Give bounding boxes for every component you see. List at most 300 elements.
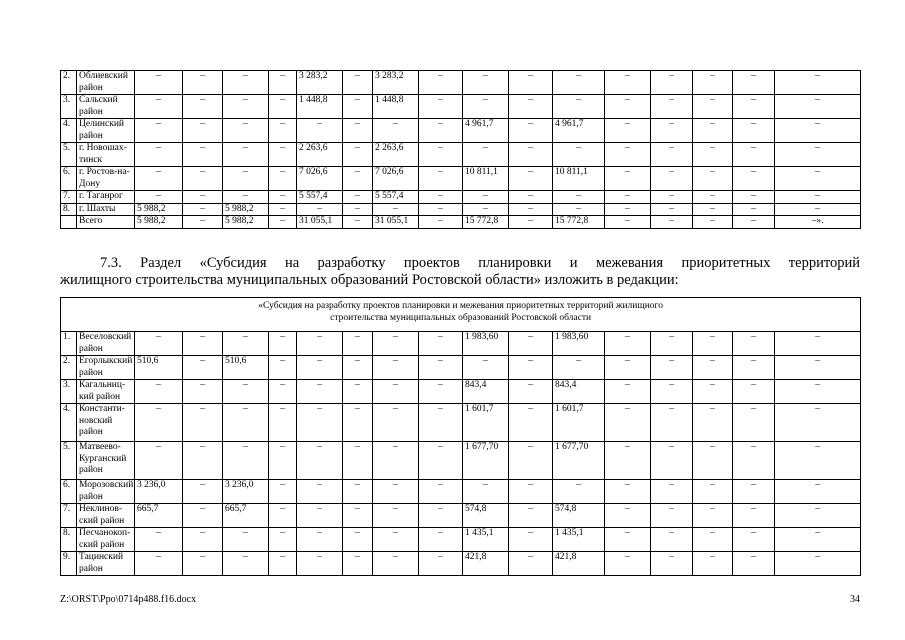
row-value-cell: – — [693, 504, 733, 528]
row-value-cell: 3 283,2 — [297, 71, 343, 95]
row-value-cell: 31 055,1 — [373, 216, 419, 229]
row-value-cell: – — [463, 480, 509, 504]
row-value-cell: – — [419, 167, 463, 191]
row-value-cell: – — [775, 143, 861, 167]
row-value-cell: – — [463, 71, 509, 95]
row-value-cell: – — [509, 552, 553, 576]
row-value-cell: – — [223, 95, 269, 119]
row-value-cell: – — [553, 191, 605, 204]
row-value-cell: – — [553, 95, 605, 119]
row-value-cell: – — [343, 380, 373, 404]
row-value-cell: – — [373, 528, 419, 552]
row-value-cell: – — [693, 71, 733, 95]
row-value-cell: – — [343, 480, 373, 504]
paragraph-line-1 — [60, 255, 860, 271]
row-value-cell: – — [297, 203, 343, 216]
row-value-cell: – — [605, 191, 651, 204]
row-value-cell: 3 283,2 — [373, 71, 419, 95]
row-value-cell: – — [553, 143, 605, 167]
row-value-cell: – — [297, 380, 343, 404]
row-value-cell: – — [775, 95, 861, 119]
row-value-cell: – — [775, 119, 861, 143]
row-value-cell: – — [651, 552, 693, 576]
row-value-cell: – — [651, 404, 693, 442]
table-row — [61, 143, 861, 167]
table-title — [61, 298, 861, 332]
row-value-cell: 3 236,0 — [223, 480, 269, 504]
row-value-cell: 1 435,1 — [553, 528, 605, 552]
row-value-cell: – — [419, 191, 463, 204]
row-value-cell: – — [651, 143, 693, 167]
row-value-cell: – — [509, 332, 553, 356]
row-value-cell: – — [183, 167, 223, 191]
row-value-cell: – — [693, 203, 733, 216]
row-value-cell: – — [269, 95, 297, 119]
row-value-cell: – — [183, 380, 223, 404]
row-value-cell: – — [775, 356, 861, 380]
row-value-cell: – — [605, 442, 651, 480]
row-number: 2. — [61, 71, 77, 95]
row-value-cell: 5 557,4 — [373, 191, 419, 204]
row-value-cell: – — [693, 191, 733, 204]
row-value-cell: – — [183, 71, 223, 95]
row-value-cell: – — [183, 216, 223, 229]
row-value-cell: – — [509, 504, 553, 528]
row-value-cell: – — [733, 216, 775, 229]
row-value-cell: – — [651, 380, 693, 404]
row-value-cell: – — [269, 191, 297, 204]
row-value-cell: – — [343, 71, 373, 95]
row-value-cell: 665,7 — [223, 504, 269, 528]
row-value-cell: – — [135, 528, 183, 552]
table-row — [61, 119, 861, 143]
row-value-cell: – — [651, 71, 693, 95]
row-value-cell: – — [135, 191, 183, 204]
row-value-cell: – — [183, 95, 223, 119]
row-value-cell: 15 772,8 — [553, 216, 605, 229]
table-bottom-body — [61, 298, 861, 576]
row-value-cell: – — [775, 504, 861, 528]
row-number: 6. — [61, 480, 77, 504]
table-row — [61, 504, 861, 528]
row-value-cell: – — [693, 332, 733, 356]
row-value-cell: 3 236,0 — [135, 480, 183, 504]
row-value-cell: – — [223, 528, 269, 552]
row-value-cell: – — [135, 167, 183, 191]
row-value-cell: – — [183, 191, 223, 204]
row-value-cell: – — [269, 552, 297, 576]
table-row — [61, 95, 861, 119]
row-value-cell: – — [651, 203, 693, 216]
row-value-cell: – — [269, 143, 297, 167]
row-value-cell: – — [553, 71, 605, 95]
row-value-cell: – — [223, 380, 269, 404]
row-value-cell: 1 677,70 — [553, 442, 605, 480]
row-value-cell: – — [223, 442, 269, 480]
row-value-cell: – — [269, 71, 297, 95]
row-district-name: Веселовский район — [77, 332, 135, 356]
row-district-name: г. Таганрог — [77, 191, 135, 204]
row-value-cell: – — [509, 216, 553, 229]
row-value-cell: – — [775, 528, 861, 552]
row-value-cell: 5 557,4 — [297, 191, 343, 204]
row-value-cell: – — [775, 203, 861, 216]
row-value-cell: – — [733, 167, 775, 191]
table-row — [61, 528, 861, 552]
row-value-cell: – — [183, 480, 223, 504]
row-value-cell: – — [693, 356, 733, 380]
row-value-cell: – — [223, 119, 269, 143]
table-top — [60, 70, 861, 229]
row-value-cell: – — [775, 332, 861, 356]
row-value-cell: – — [135, 404, 183, 442]
row-value-cell: 5 988,2 — [223, 203, 269, 216]
row-value-cell: – — [343, 332, 373, 356]
row-district-name: Песчанокоп-ский район — [77, 528, 135, 552]
row-value-cell: – — [463, 356, 509, 380]
row-value-cell: – — [651, 119, 693, 143]
row-value-cell: – — [343, 404, 373, 442]
row-value-cell: 5 988,2 — [223, 216, 269, 229]
row-value-cell: – — [733, 404, 775, 442]
row-value-cell: – — [373, 552, 419, 576]
row-value-cell: – — [733, 356, 775, 380]
row-value-cell: – — [223, 143, 269, 167]
row-value-cell: – — [419, 119, 463, 143]
row-value-cell: – — [183, 119, 223, 143]
row-value-cell: 10 811,1 — [463, 167, 509, 191]
row-value-cell: – — [775, 552, 861, 576]
row-number: 3. — [61, 380, 77, 404]
row-value-cell: – — [135, 143, 183, 167]
row-number: 1. — [61, 332, 77, 356]
row-value-cell: – — [605, 203, 651, 216]
row-value-cell: – — [463, 143, 509, 167]
row-value-cell: – — [733, 380, 775, 404]
row-value-cell: – — [343, 528, 373, 552]
row-value-cell: – — [605, 528, 651, 552]
row-value-cell: – — [693, 119, 733, 143]
row-value-cell: – — [419, 216, 463, 229]
row-value-cell: – — [509, 95, 553, 119]
row-value-cell: – — [733, 191, 775, 204]
row-value-cell: – — [509, 380, 553, 404]
table-title-row — [61, 298, 861, 332]
row-value-cell: – — [183, 504, 223, 528]
row-value-cell: – — [419, 504, 463, 528]
table-bottom — [60, 297, 861, 576]
row-value-cell: – — [463, 203, 509, 216]
table-row — [61, 216, 861, 229]
row-value-cell: 2 263,6 — [373, 143, 419, 167]
row-value-cell: – — [343, 203, 373, 216]
row-value-cell: – — [509, 203, 553, 216]
row-value-cell: – — [651, 528, 693, 552]
row-value-cell: – — [269, 442, 297, 480]
row-value-cell: 4 961,7 — [553, 119, 605, 143]
row-value-cell: – — [183, 356, 223, 380]
row-value-cell: 4 961,7 — [463, 119, 509, 143]
row-district-name: Кагальниц-кий район — [77, 380, 135, 404]
paragraph-line-2: жилищного строительства муниципальных образований Ростовской области» изложить в редакции: — [60, 272, 679, 288]
row-value-cell: – — [343, 356, 373, 380]
row-value-cell: – — [269, 356, 297, 380]
row-value-cell: – — [373, 332, 419, 356]
row-value-cell: – — [373, 404, 419, 442]
row-number: 7. — [61, 504, 77, 528]
row-value-cell: – — [733, 504, 775, 528]
row-value-cell: – — [605, 552, 651, 576]
row-value-cell: – — [183, 552, 223, 576]
row-district-name: Сальский район — [77, 95, 135, 119]
row-value-cell: – — [343, 552, 373, 576]
row-value-cell: – — [651, 480, 693, 504]
row-value-cell: – — [553, 480, 605, 504]
row-value-cell: – — [297, 528, 343, 552]
row-value-cell: – — [135, 95, 183, 119]
row-value-cell: 31 055,1 — [297, 216, 343, 229]
row-value-cell: – — [135, 442, 183, 480]
row-value-cell: 5 988,2 — [135, 203, 183, 216]
row-value-cell: 1 983,60 — [553, 332, 605, 356]
row-value-cell: – — [693, 216, 733, 229]
row-value-cell: – — [223, 191, 269, 204]
row-value-cell: – — [297, 119, 343, 143]
row-number: 4. — [61, 404, 77, 442]
row-value-cell: – — [343, 191, 373, 204]
row-value-cell: – — [419, 71, 463, 95]
row-value-cell: – — [693, 167, 733, 191]
row-value-cell: 7 026,6 — [297, 167, 343, 191]
row-value-cell: – — [651, 95, 693, 119]
row-value-cell: 574,8 — [553, 504, 605, 528]
row-value-cell: – — [297, 504, 343, 528]
row-value-cell: – — [269, 119, 297, 143]
row-value-cell: – — [373, 504, 419, 528]
footer-file-path: Z:\ORST\Ppo\0714p488.f16.docx — [60, 594, 197, 605]
row-district-name: Целинский район — [77, 119, 135, 143]
row-value-cell: – — [605, 404, 651, 442]
row-value-cell: – — [733, 71, 775, 95]
row-value-cell: – — [135, 552, 183, 576]
table-top-body — [61, 71, 861, 229]
row-district-name: Неклинов-ский район — [77, 504, 135, 528]
row-value-cell: – — [343, 119, 373, 143]
row-value-cell: 15 772,8 — [463, 216, 509, 229]
table-row — [61, 380, 861, 404]
row-value-cell: – — [651, 442, 693, 480]
table-row — [61, 442, 861, 480]
row-value-cell: – — [733, 528, 775, 552]
row-value-cell: – — [223, 404, 269, 442]
row-value-cell: – — [509, 71, 553, 95]
footer-page-number: 34 — [850, 594, 860, 605]
table-row — [61, 356, 861, 380]
row-value-cell: – — [223, 332, 269, 356]
row-value-cell: – — [419, 203, 463, 216]
row-value-cell: – — [269, 203, 297, 216]
row-value-cell: – — [419, 380, 463, 404]
row-value-cell: – — [605, 216, 651, 229]
table-row — [61, 404, 861, 442]
row-value-cell: – — [651, 216, 693, 229]
row-value-cell: – — [463, 191, 509, 204]
row-value-cell: 510,6 — [135, 356, 183, 380]
row-number: 4. — [61, 119, 77, 143]
row-value-cell: 1 601,7 — [553, 404, 605, 442]
row-value-cell: – — [135, 380, 183, 404]
row-value-cell: – — [733, 332, 775, 356]
row-value-cell: 5 988,2 — [135, 216, 183, 229]
row-value-cell: – — [775, 480, 861, 504]
row-value-cell: – — [183, 332, 223, 356]
row-value-cell: – — [135, 332, 183, 356]
row-value-cell: – — [419, 95, 463, 119]
table-row — [61, 191, 861, 204]
row-value-cell: – — [693, 380, 733, 404]
row-value-cell: – — [775, 380, 861, 404]
row-value-cell: – — [297, 442, 343, 480]
row-value-cell: – — [269, 332, 297, 356]
row-value-cell: – — [775, 191, 861, 204]
table-row — [61, 332, 861, 356]
row-value-cell: – — [553, 203, 605, 216]
row-number: 6. — [61, 167, 77, 191]
table-row — [61, 71, 861, 95]
row-value-cell: – — [509, 356, 553, 380]
row-number: 7. — [61, 191, 77, 204]
row-value-cell: – — [297, 332, 343, 356]
row-value-cell: – — [605, 95, 651, 119]
row-value-cell: – — [775, 404, 861, 442]
row-value-cell: – — [651, 167, 693, 191]
table-row — [61, 167, 861, 191]
table-title-text: «Субсидия на разработку проектов планировки и межевания приоритетных территорий жилищного строительства муниципальных образований Ростовской области — [258, 301, 663, 323]
row-value-cell: – — [693, 95, 733, 119]
row-value-cell: – — [605, 380, 651, 404]
row-district-name: Морозовский район — [77, 480, 135, 504]
row-value-cell: – — [733, 119, 775, 143]
row-value-cell: 1 435,1 — [463, 528, 509, 552]
row-number: 9. — [61, 552, 77, 576]
row-value-cell: – — [419, 404, 463, 442]
row-value-cell: – — [297, 356, 343, 380]
row-value-cell: – — [269, 216, 297, 229]
row-value-cell: – — [509, 528, 553, 552]
row-value-cell: – — [373, 480, 419, 504]
row-value-cell: – — [509, 191, 553, 204]
row-value-cell: – — [605, 504, 651, 528]
row-value-cell: – — [269, 480, 297, 504]
row-value-cell: 1 601,7 — [463, 404, 509, 442]
row-value-cell: – — [419, 442, 463, 480]
row-value-cell: – — [183, 203, 223, 216]
row-value-cell: – — [605, 480, 651, 504]
row-value-cell: – — [693, 404, 733, 442]
row-district-name: Матвеево-Курганский район — [77, 442, 135, 480]
row-value-cell: – — [693, 552, 733, 576]
row-value-cell: 1 448,8 — [373, 95, 419, 119]
row-value-cell: – — [693, 528, 733, 552]
row-value-cell: – — [343, 216, 373, 229]
row-value-cell: – — [223, 552, 269, 576]
row-value-cell: – — [553, 356, 605, 380]
row-district-name: Тацинский район — [77, 552, 135, 576]
row-value-cell: 510,6 — [223, 356, 269, 380]
row-district-name: г. Новошах-тинск — [77, 143, 135, 167]
row-value-cell: 843,4 — [553, 380, 605, 404]
row-value-cell: – — [343, 504, 373, 528]
row-value-cell: – — [509, 404, 553, 442]
row-value-cell: – — [651, 504, 693, 528]
row-value-cell: 574,8 — [463, 504, 509, 528]
row-value-cell: – — [419, 480, 463, 504]
row-district-name: Егорлыкский район — [77, 356, 135, 380]
row-value-cell: – — [373, 356, 419, 380]
row-value-cell: –». — [775, 216, 861, 229]
row-value-cell: – — [373, 119, 419, 143]
row-value-cell: – — [297, 480, 343, 504]
table-row — [61, 480, 861, 504]
row-value-cell: – — [419, 332, 463, 356]
row-value-cell: – — [775, 442, 861, 480]
row-value-cell: – — [183, 143, 223, 167]
row-value-cell: – — [605, 332, 651, 356]
row-value-cell: – — [183, 528, 223, 552]
row-value-cell: – — [343, 167, 373, 191]
paragraph-text-1: 7.3. Раздел «Субсидия на разработку проектов планировки и межевания приоритетных территорий — [100, 255, 860, 271]
row-value-cell: – — [373, 442, 419, 480]
row-value-cell: 1 448,8 — [297, 95, 343, 119]
row-value-cell: – — [183, 442, 223, 480]
row-district-name: г. Ростов-на-Дону — [77, 167, 135, 191]
row-district-name: Константи-новский район — [77, 404, 135, 442]
row-value-cell: – — [733, 143, 775, 167]
row-value-cell: – — [269, 404, 297, 442]
row-value-cell: – — [373, 203, 419, 216]
row-number: 5. — [61, 143, 77, 167]
row-value-cell: – — [463, 95, 509, 119]
row-number — [61, 216, 77, 229]
row-value-cell: 665,7 — [135, 504, 183, 528]
row-value-cell: – — [269, 380, 297, 404]
table-row — [61, 552, 861, 576]
row-value-cell: – — [419, 143, 463, 167]
row-value-cell: – — [733, 442, 775, 480]
row-value-cell: – — [419, 528, 463, 552]
row-value-cell: 843,4 — [463, 380, 509, 404]
row-number: 8. — [61, 203, 77, 216]
row-value-cell: – — [605, 356, 651, 380]
row-value-cell: – — [693, 480, 733, 504]
row-value-cell: – — [605, 143, 651, 167]
row-value-cell: 1 677,70 — [463, 442, 509, 480]
row-value-cell: – — [651, 356, 693, 380]
row-value-cell: – — [135, 71, 183, 95]
row-value-cell: 421,8 — [553, 552, 605, 576]
row-value-cell: 10 811,1 — [553, 167, 605, 191]
row-value-cell: – — [297, 552, 343, 576]
row-value-cell: – — [419, 552, 463, 576]
row-value-cell: – — [343, 143, 373, 167]
row-value-cell: – — [509, 119, 553, 143]
row-value-cell: – — [509, 143, 553, 167]
row-number: 8. — [61, 528, 77, 552]
row-value-cell: – — [343, 442, 373, 480]
row-value-cell: – — [223, 71, 269, 95]
row-district-name: Всего — [77, 216, 135, 229]
row-value-cell: – — [269, 167, 297, 191]
